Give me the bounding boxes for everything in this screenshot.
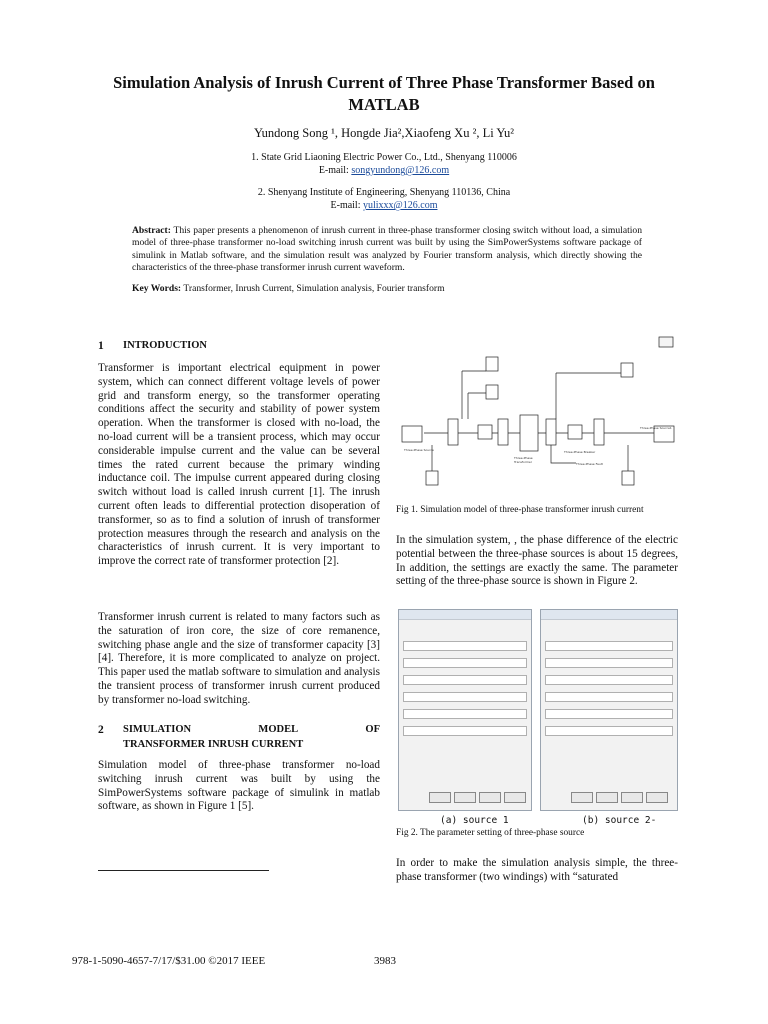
param-field[interactable] (403, 675, 527, 685)
scope-block-5 (622, 471, 634, 485)
section-1-title: INTRODUCTION (123, 340, 208, 351)
transformer-block (520, 415, 538, 451)
section-2-paragraph: Simulation model of three-phase transformer no-load switching inrush current was built by using the SimPowerSystems software package of simulink in matlab software, as shown in Figure 1 [5]. (98, 759, 380, 813)
keywords-text: Transformer, Inrush Current, Simulation analysis, Fourier transform (183, 283, 445, 294)
affiliation-1 (80, 151, 688, 177)
figure-1-simulink-diagram (396, 333, 678, 503)
apply-button[interactable] (504, 792, 526, 803)
keywords (132, 283, 642, 294)
title-line-2: MATLAB (348, 95, 420, 114)
svg-text:Three-Phase Source1: Three-Phase Source1 (640, 426, 672, 430)
section-2-title-line-1 (123, 724, 380, 735)
page-number: 3983 (374, 955, 396, 967)
simulation-paragraph: In the simulation system, , the phase difference of the electric potential between the three-phase sources is about 15 degrees, In addition, the settings are exactly the same. The parameter setting of the three-phase source is shown in Figure 2. (396, 534, 678, 588)
section-1-number: 1 (98, 340, 104, 352)
help-button[interactable] (479, 792, 501, 803)
affiliation-2-text: 2. Shenyang Institute of Engineering, Shenyang 110136, China (257, 187, 511, 198)
svg-text:Three-Phase: Three-Phase (514, 456, 533, 460)
section-2-title-word-1: SIMULATION (123, 724, 192, 735)
dialog-source-2 (540, 609, 678, 811)
three-phase-source-1 (402, 426, 422, 442)
section-2-title-word-2: MODEL (258, 724, 299, 735)
dialog-title-bar (541, 610, 677, 620)
scope-block-4 (426, 471, 438, 485)
ok-button[interactable] (429, 792, 451, 803)
keywords-label: Key Words: (132, 283, 182, 294)
scope-block-2 (486, 385, 498, 399)
section-2-title-word-3: OF (365, 724, 380, 735)
vi-measurement-4 (594, 419, 604, 445)
scope-block-3 (621, 363, 633, 377)
powergui-block (659, 337, 673, 347)
intro-paragraph-2: Transformer inrush current is related to many factors such as the saturation of iron core, the size of core remanence, switching phase angle and the size of transformer capacity [3] [4]. Therefore, it is more complicated to analyze on project. This paper used the matlab software to simulation and analysis the transient process of transformer inrush current produced by transformer no-load switching. (98, 611, 380, 706)
svg-text:Three-Phase Breaker: Three-Phase Breaker (564, 450, 596, 454)
cancel-button[interactable] (454, 792, 476, 803)
abstract-text: This paper presents a phenomenon of inrush current in three-phase transformer closing switch without load, a simulation model of three-phase transformer no-load switching inrush current was built by using the SimPowerSystems software package of simulink in Matlab software, and the simulation result was analyzed by Fourier transform analysis, which directly showing the characteristics of the three-phase transformer inrush current waveform. (132, 225, 642, 274)
affiliation-1-text: 1. State Grid Liaoning Electric Power Co., Ltd., Shenyang 110006 (251, 152, 517, 163)
abstract (132, 225, 642, 275)
footnote-rule (98, 870, 269, 871)
intro-paragraph-1: Transformer is important electrical equipment in power system, which can connect different voltage levels of power grid and transform energy, so the transformer operating conditions affect the security and stability of power system operation. When the transformer is closed with no-load, the no-load current will be a transient process, which may occur considerable impulse current and the value can be several times the rated current because the primary winding inductance coil. The impulse current appeared during closing switch without load is called inrush current [1]. The inrush current often leads to differential protection disoperation of transformer, so as to find a solution of inrush of transformer protection measures through the research and analysis on the characteristics of inrush current. It is very important to improve the correct rate of transformer protection [2]. (98, 362, 380, 568)
param-field[interactable] (545, 641, 673, 651)
svg-text:Three-Phase Source: Three-Phase Source (404, 448, 434, 452)
figure-2-subcaption-a: (a) source 1 (440, 815, 509, 826)
param-field[interactable] (403, 709, 527, 719)
dialog-title-bar (399, 610, 531, 620)
email-label-1: E-mail: (318, 165, 352, 176)
figure-2-subcaption-b: (b) source 2- (582, 815, 657, 826)
apply-button[interactable] (646, 792, 668, 803)
param-field[interactable] (403, 726, 527, 736)
email-label-2: E-mail: (330, 200, 363, 211)
paper-title (80, 72, 688, 116)
copyright-footer: 978-1-5090-4657-7/17/$31.00 ©2017 IEEE (72, 955, 266, 967)
transformer-paragraph: In order to make the simulation analysis simple, the three-phase transformer (two windings) with “saturated (396, 857, 678, 883)
param-field[interactable] (545, 658, 673, 668)
breaker-block (478, 425, 492, 439)
cancel-button[interactable] (596, 792, 618, 803)
dialog-source-1 (398, 609, 532, 811)
vi-measurement-1 (448, 419, 458, 445)
affiliation-2 (80, 186, 688, 212)
help-button[interactable] (621, 792, 643, 803)
scope-block-1 (486, 357, 498, 371)
section-2-title-line-2: TRANSFORMER INRUSH CURRENT (123, 739, 304, 750)
param-field[interactable] (403, 641, 527, 651)
abstract-label: Abstract: (132, 225, 171, 236)
figure-1-caption: Fig 1. Simulation model of three-phase transformer inrush current (396, 505, 644, 515)
title-line-1: Simulation Analysis of Inrush Current of Three Phase Transformer Based on (113, 73, 655, 92)
figure-2-caption: Fig 2. The parameter setting of three-phase source (396, 828, 585, 838)
svg-text:Three-Phase Fault: Three-Phase Fault (576, 462, 603, 466)
authors: Yundong Song ¹, Hongde Jia²,Xiaofeng Xu ², Li Yu² (254, 126, 514, 140)
svg-text:Transformer: Transformer (514, 460, 533, 464)
email-link-1[interactable]: songyundong@126.com (351, 165, 450, 176)
param-field[interactable] (545, 726, 673, 736)
dialog-buttons (429, 792, 529, 805)
breaker-block-2 (568, 425, 582, 439)
param-field[interactable] (545, 709, 673, 719)
param-field[interactable] (403, 692, 527, 702)
section-2-number: 2 (98, 724, 104, 736)
vi-measurement-3 (546, 419, 556, 445)
ok-button[interactable] (571, 792, 593, 803)
email-link-2[interactable]: yulixxx@126.com (363, 200, 438, 211)
vi-measurement-2 (498, 419, 508, 445)
param-field[interactable] (545, 675, 673, 685)
param-field[interactable] (545, 692, 673, 702)
param-field[interactable] (403, 658, 527, 668)
dialog-buttons (571, 792, 671, 805)
